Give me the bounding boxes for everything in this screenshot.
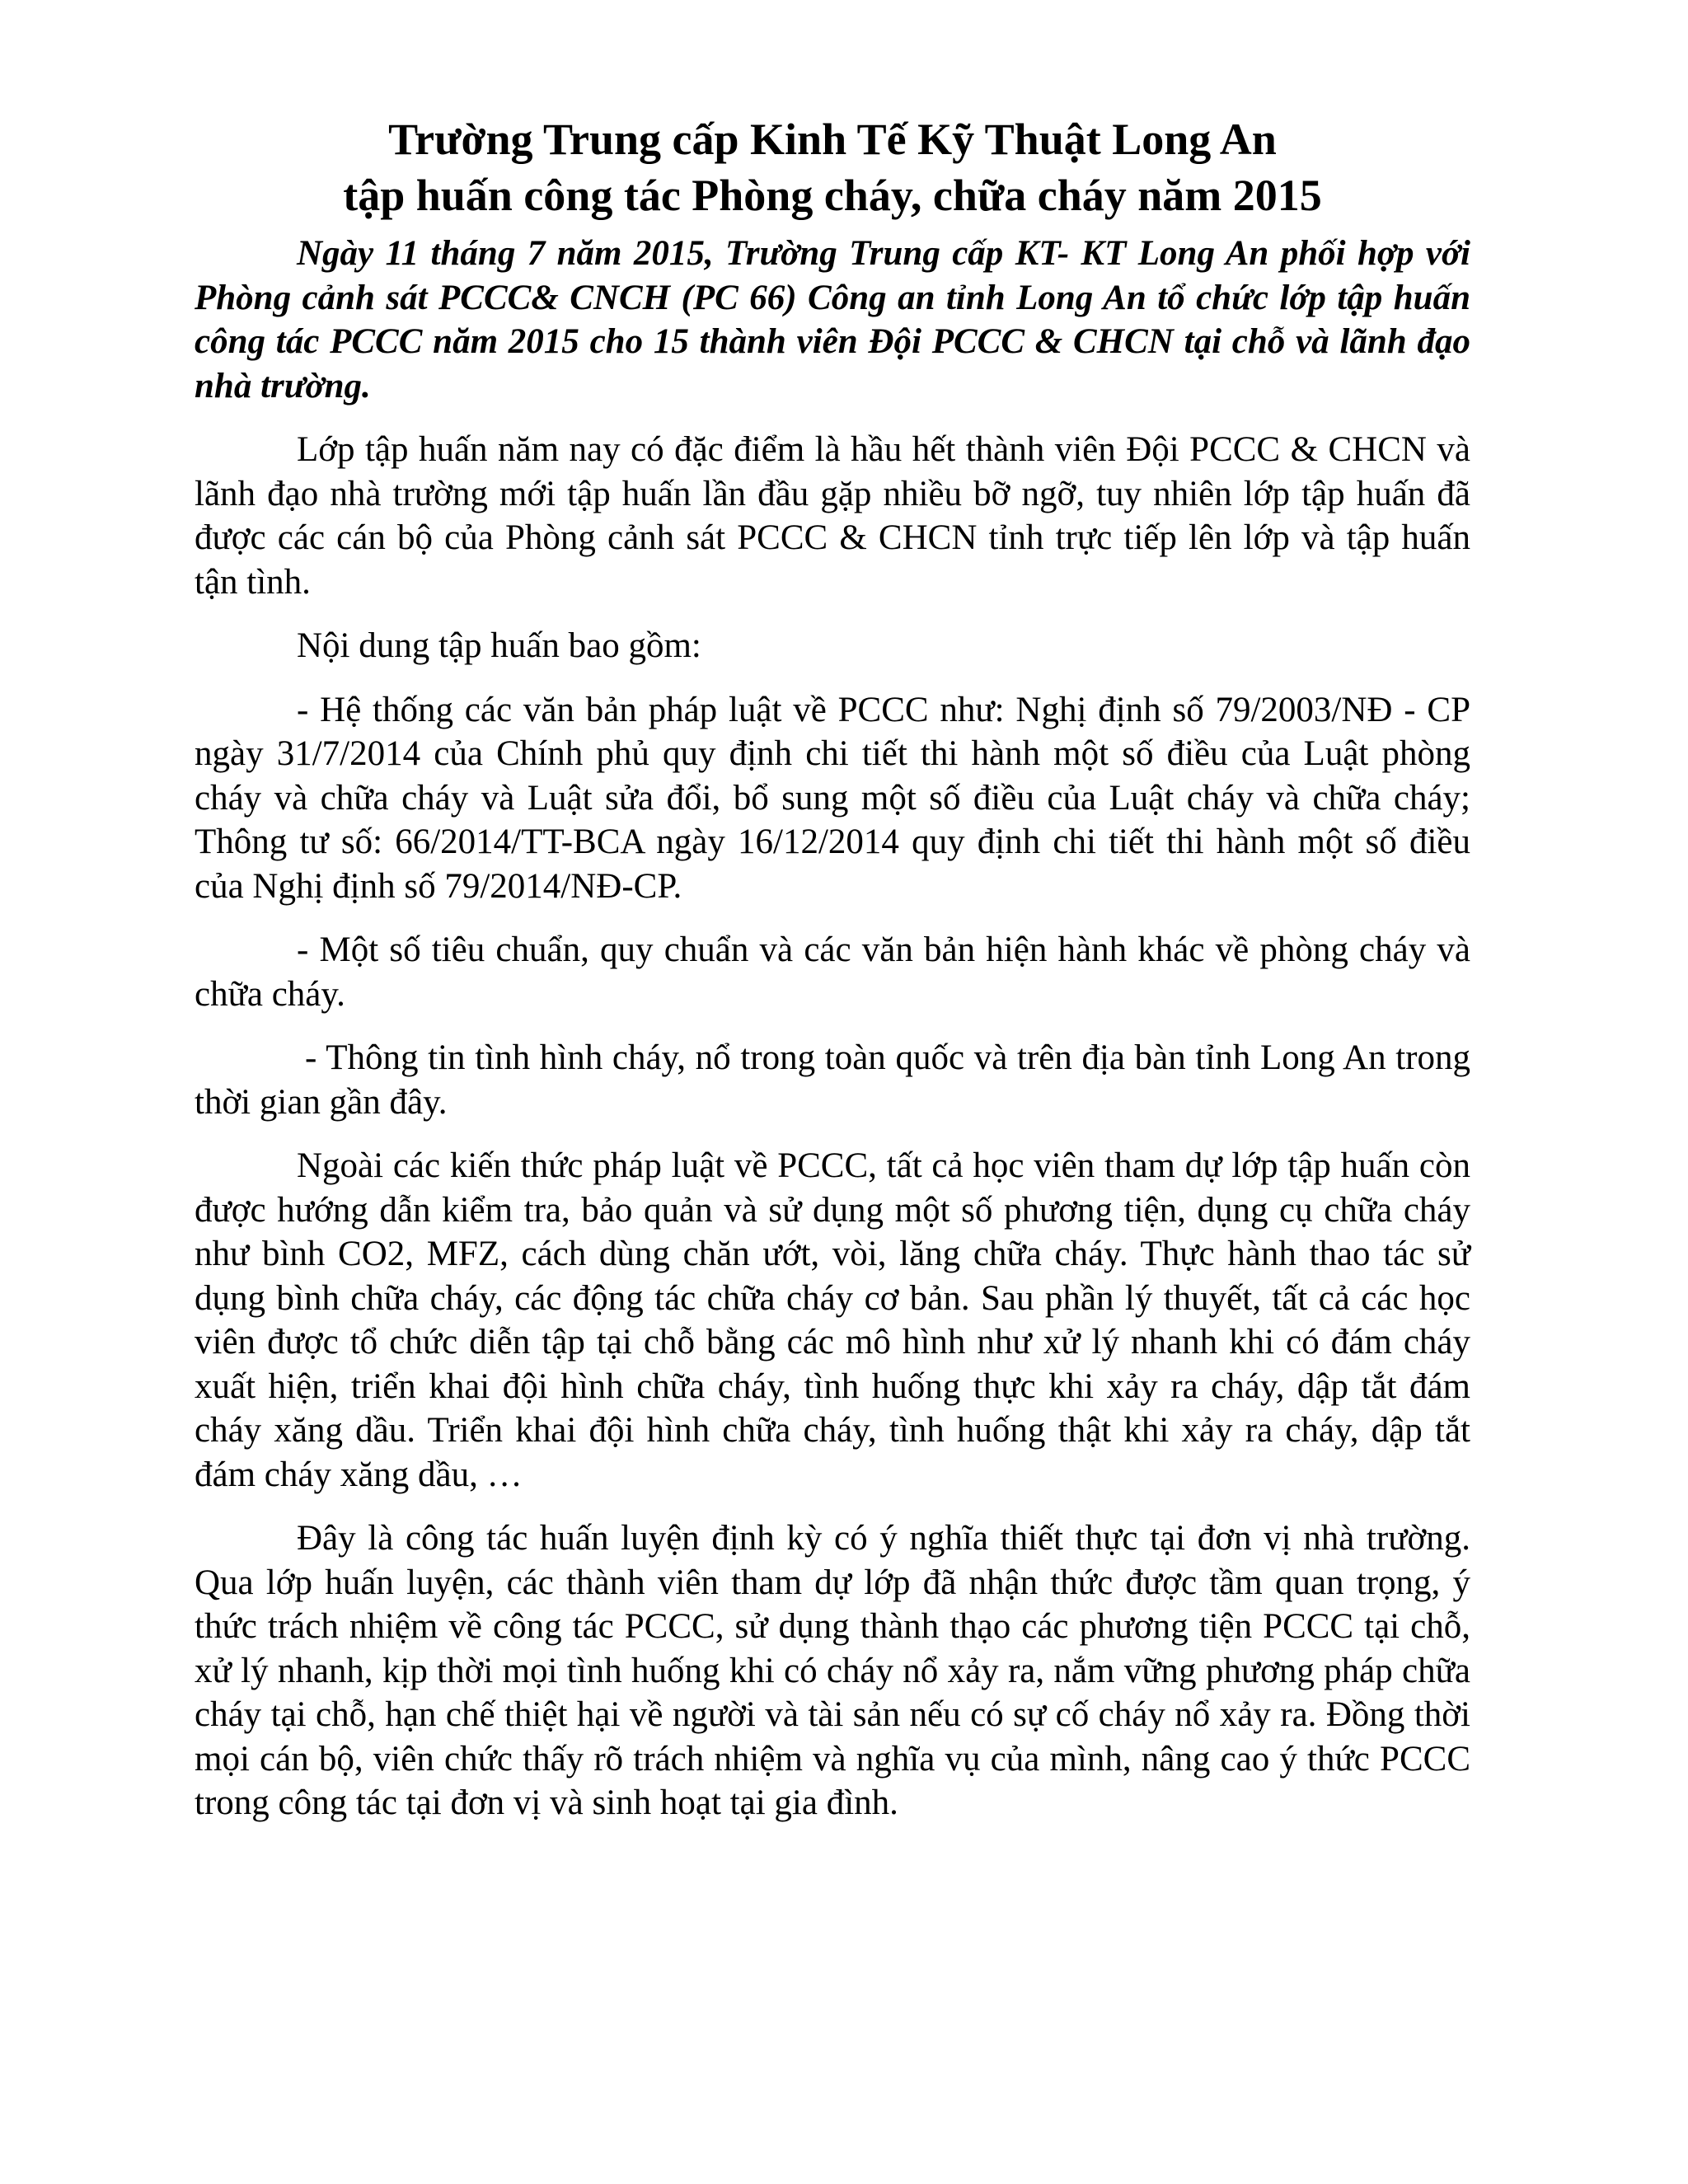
document-title xyxy=(195,111,1470,223)
paragraph-conclusion: Đây là công tác huấn luyện định kỳ có ý nghĩa thiết thực tại đơn vị nhà trường. Qua lớp huấn luyện, các thành viên tham dự lớp đã nhận thức được tầm quan trọng, ý thức trách nhiệm về công tác PCCC, sử dụng thành thạo các phương tiện PCCC tại chỗ, xử lý nhanh, kịp thời mọi tình huống khi có cháy nổ xảy ra, nắm vững phương pháp chữa cháy tại chỗ, hạn chế thiệt hại về người và tài sản nếu có sự cố cháy nổ xảy ra. Đồng thời mọi cán bộ, viên chức thấy rõ trách nhiệm và nghĩa vụ của mình, nâng cao ý thức PCCC trong công tác tại đơn vị và sinh hoạt tại gia đình. xyxy=(195,1519,1470,1822)
paragraph-content-heading: Nội dung tập huấn bao gồm: xyxy=(297,626,701,665)
title-line-2: tập huấn công tác Phòng cháy, chữa cháy năm 2015 xyxy=(343,171,1322,220)
title-line-1: Trường Trung cấp Kinh Tế Kỹ Thuật Long An xyxy=(388,115,1277,164)
paragraph-item-legal-documents: - Hệ thống các văn bản pháp luật về PCCC như: Nghị định số 79/2003/NĐ - CP ngày 31/7/2014 của Chính phủ quy định chi tiết thi hành một số điều của Luật phòng cháy và chữa cháy và Luật sửa đổi, bổ sung một số điều của Luật cháy và chữa cháy; Thông tư số: 66/2014/TT-BCA ngày 16/12/2014 quy định chi tiết thi hành một số điều của Nghị định số 79/2014/NĐ-CP. xyxy=(195,690,1470,906)
paragraph-item-fire-situation: - Thông tin tình hình cháy, nổ trong toàn quốc và trên địa bàn tỉnh Long An trong thời gian gần đây. xyxy=(195,1038,1470,1122)
paragraph-intro: Lớp tập huấn năm nay có đặc điểm là hầu hết thành viên Đội PCCC & CHCN và lãnh đạo nhà trường mới tập huấn lần đầu gặp nhiều bỡ ngỡ, tuy nhiên lớp tập huấn đã được các cán bộ của Phòng cảnh sát PCCC & CHCN tỉnh trực tiếp lên lớp và tập huấn tận tình. xyxy=(195,430,1470,602)
paragraph-practical-training: Ngoài các kiến thức pháp luật về PCCC, tất cả học viên tham dự lớp tập huấn còn được hướng dẫn kiểm tra, bảo quản và sử dụng một số phương tiện, dụng cụ chữa cháy như bình CO2, MFZ, cách dùng chăn ướt, vòi, lăng chữa cháy. Thực hành thao tác sử dụng bình chữa cháy, các động tác chữa cháy cơ bản. Sau phần lý thuyết, tất cả các học viên được tổ chức diễn tập tại chỗ bằng các mô hình như xử lý nhanh khi có đám cháy xuất hiện, triển khai đội hình chữa cháy, tình huống thực khi xảy ra cháy, dập tắt đám cháy xăng dầu. Triển khai đội hình chữa cháy, tình huống thật khi xảy ra cháy, dập tắt đám cháy xăng dầu, … xyxy=(195,1146,1470,1494)
document-page xyxy=(195,111,1470,1825)
paragraph-item-standards: - Một số tiêu chuẩn, quy chuẩn và các văn bản hiện hành khác về phòng cháy và chữa cháy. xyxy=(195,930,1470,1014)
lead-paragraph: Ngày 11 tháng 7 năm 2015, Trường Trung cấp KT- KT Long An phối hợp với Phòng cảnh sát PCCC& CNCH (PC 66) Công an tỉnh Long An tổ chức lớp tập huấn công tác PCCC năm 2015 cho 15 thành viên Đội PCCC & CHCN tại chỗ và lãnh đạo nhà trường. xyxy=(195,234,1470,405)
